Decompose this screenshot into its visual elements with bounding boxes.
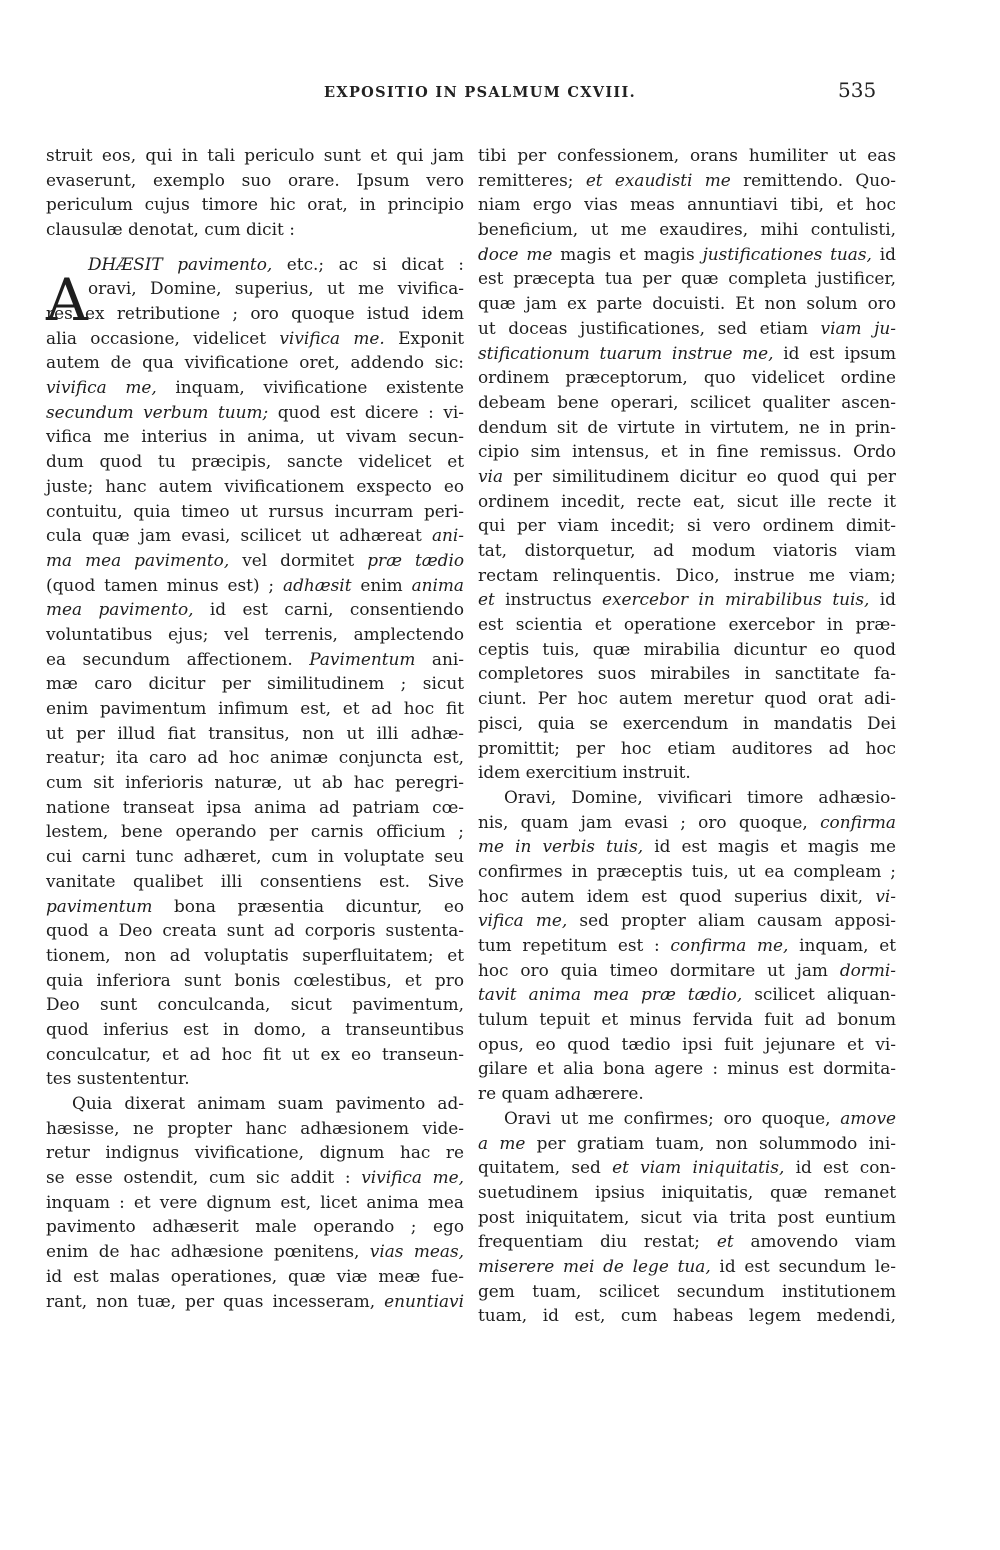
text-segment: tibi per confessionem, orans humiliter ut eas [478,145,896,165]
text-line [46,770,464,795]
text-segment: retur indignus vivificatione, dignum hac re [46,1142,464,1163]
text-segment: quæ jam ex parte docuisti. Et non solum oro [478,293,896,314]
text-segment: re quam adhærere. [478,1083,644,1104]
text-column-left [46,143,464,1313]
text-line [478,711,896,736]
text-segment: cum sit inferioris naturæ, ut ab hac peregri- [46,772,464,793]
text-segment: inquam, et [788,935,896,955]
text-line [478,291,896,316]
text-line [478,958,896,983]
text-line [478,563,896,588]
italic-text: vi- [875,885,896,906]
text-segment: autem de qua vivificatione oret, addendo sic: [46,352,464,373]
text-line [478,661,896,686]
text-line [478,316,896,341]
italic-text: amove [840,1107,896,1128]
page-number: 535 [838,78,877,102]
text-segment: conculcatur, et ad hoc fit ut ex eo transeun- [46,1043,464,1064]
text-line [478,612,896,637]
text-segment: ut per illud fiat transitus, non ut illi adhæ- [46,722,464,743]
text-line [46,1116,464,1141]
text-line [46,819,464,844]
text-segment: nis, quam jam evasi ; oro quoque, [478,811,821,832]
text-line [46,573,464,598]
italic-text: vias meas, [369,1241,464,1262]
italic-text: dormi- [839,959,896,980]
italic-text: exercebor in mirabilibus tuis, [601,589,870,610]
text-line [478,933,896,958]
text-line [46,548,464,573]
text-segment: rant, non tuæ, per quas incesseram, [46,1290,385,1311]
text-segment: voluntatibus ejus; vel terrenis, amplectendo [46,623,464,644]
text-segment: id est malas operationes, quæ viæ meæ fue- [46,1265,464,1286]
italic-text: Pavimentum [309,648,416,669]
italic-text: præ tædio [367,549,465,570]
text-line [478,1056,896,1081]
text-segment: clausulæ denotat, cum dicit : [46,219,295,240]
text-segment: enim pavimentum infimum est, et ad hoc fit [46,698,464,718]
text-segment: oravi, Domine, superius, ut me vivifica- [88,278,464,299]
text-line [46,795,464,820]
italic-text: confirma me, [670,935,789,955]
text-line [478,464,896,489]
text-segment: quitatem, sed [478,1157,613,1178]
italic-text: et [716,1231,734,1252]
text-segment: hoc oro quia timeo dormitare ut jam [478,959,840,980]
italic-text: stificationum tuarum instrue me, [478,342,774,363]
text-segment: id est secundum le- [710,1255,896,1276]
text-segment: dendum sit de virtute in virtutem, ne in prin- [478,416,896,437]
text-segment: (quod tamen minus est) ; [46,574,283,595]
text-line [46,943,464,968]
text-segment: est scientia et operatione exercebor in præ- [478,614,896,635]
text-line [478,1032,896,1057]
italic-text: vivifica me, [361,1167,465,1188]
text-line [46,400,464,425]
italic-text: tavit anima mea præ tædio, [478,984,743,1005]
text-line [478,266,896,291]
text-line [478,341,896,366]
text-segment: Deo sunt conculcanda, sicut pavimentum, [46,994,464,1015]
text-segment: opus, eo quod tædio ipsi fuit jejunare et vi- [478,1033,896,1054]
text-line [46,844,464,869]
text-line [46,1190,464,1215]
text-segment: tum repetitum est : [478,935,671,955]
text-segment: lestem, bene operando per carnis officium ; [46,821,464,842]
text-segment: mæ caro dicitur per similitudinem ; sicut [46,673,464,694]
text-line [478,489,896,514]
italic-text: mea pavimento, [46,599,194,620]
text-line [46,375,464,400]
text-line [46,1289,464,1314]
italic-text: vivifica me, [46,377,157,398]
text-segment: per gratiam tuam, non solummodo ini- [525,1132,897,1153]
text-line [478,1081,896,1106]
text-line [478,760,896,785]
italic-text: adhæsit [283,574,352,595]
text-line [46,1091,464,1116]
italic-text: doce me [478,243,553,264]
text-segment: sed propter aliam causam apposi- [567,910,896,931]
text-segment: scilicet aliquan- [742,984,896,1005]
italic-text: justificationes tuas, [702,243,872,264]
text-line [46,597,464,622]
italic-text: DHÆSIT [88,253,178,274]
text-segment: pisci, quia se exercendum in mandatis Dei [478,712,896,733]
drop-cap: A [46,266,88,334]
text-line [46,745,464,770]
text-line [46,217,464,242]
text-line [478,908,896,933]
text-segment: se esse ostendit, cum sic addit : [46,1167,362,1188]
italic-text: et exaudisti me [585,169,731,190]
text-segment: pavimento adhæserit male operando ; ego [46,1216,464,1237]
text-segment: quod est dicere : vi- [268,401,464,422]
text-segment: confirmes in præceptis tuis, ut ea compleam ; [478,860,896,881]
italic-text: vivifica me. [279,327,385,348]
text-segment: vanitate qualibet illi consentiens est. Sive [46,870,464,891]
text-line [478,810,896,835]
text-segment: reatur; ita caro ad hoc animæ conjuncta est, [46,747,464,768]
text-segment: ordinem incedit, recte eat, sicut ille recte it [478,490,896,511]
text-line [46,350,464,375]
running-head: EXPOSITIO IN PSALMUM CXVIII. [324,84,636,101]
italic-text: me in verbis tuis, [478,836,644,857]
text-segment: promittit; per hoc etiam auditores ad hoc [478,737,896,758]
text-line [46,968,464,993]
text-segment: cula quæ jam evasi, scilicet ut adhæreat [46,525,432,546]
text-line [46,721,464,746]
text-line [478,365,896,390]
text-line [478,1279,896,1304]
text-line [478,1303,896,1328]
text-line [478,785,896,810]
text-segment: Exponit [384,327,465,348]
text-line [478,1106,896,1131]
text-segment: remittendo. Quo- [730,169,896,190]
text-segment: id est magis et magis me [643,836,896,857]
text-line [478,884,896,909]
text-segment: struit eos, qui in tali periculo sunt et qui jam [46,145,464,165]
text-segment: tuam, id est, cum habeas legem medendi, [478,1305,896,1326]
italic-text: enuntiavi [384,1290,464,1311]
text-segment: beneficium, ut me exaudires, mihi contulisti, [478,219,896,240]
text-line [46,1165,464,1190]
text-line [478,439,896,464]
text-segment: ordinem præceptorum, quo videlicet ordine [478,367,896,388]
text-segment: debeam bene operari, scilicet qualiter ascen- [478,391,896,412]
italic-text: secundum verbum tuum; [46,401,269,422]
text-segment: tes sustententur. [46,1068,190,1089]
text-segment: ani- [415,648,464,669]
text-line [46,449,464,474]
text-line [46,474,464,499]
text-line [46,696,464,721]
text-line [46,1239,464,1264]
text-segment: enim [351,574,412,595]
text-segment: dum quod tu præcipis, sancte videlicet et [46,451,464,472]
text-line [46,622,464,647]
italic-text: et viam iniquitatis, [612,1157,785,1178]
text-line [478,242,896,267]
text-segment: qui per viam incedit; si vero ordinem dimit- [478,515,896,536]
text-segment: quod inferius est in domo, a transeuntibus [46,1018,464,1039]
text-segment: ut doceas justificationes, sed etiam [478,317,821,338]
text-line [478,390,896,415]
text-segment: id [871,243,896,264]
text-segment: amovendo viam [733,1231,896,1252]
text-segment: remitteres; [478,169,586,190]
italic-text: ani- [431,525,464,546]
text-segment: gilare et alia bona agere : minus est dormita- [478,1058,896,1079]
text-line [46,252,464,277]
text-line [478,982,896,1007]
text-line [478,587,896,612]
text-segment: rectam relinquentis. Dico, instrue me viam; [478,564,896,585]
text-line [478,637,896,662]
text-segment: ea secundum affectionem. [46,648,310,669]
text-line [46,671,464,696]
text-line [46,1017,464,1042]
italic-text: pavimentum [46,895,153,916]
text-line [46,276,464,301]
text-segment: id est ipsum [773,342,896,363]
text-line [478,1007,896,1032]
italic-text: miserere mei de lege tua, [478,1255,711,1276]
text-line [46,1140,464,1165]
text-segment: id est con- [784,1157,896,1178]
text-line [46,647,464,672]
text-segment: juste; hanc autem vivificationem exspecto eo [46,475,464,496]
page-header [0,78,1000,112]
text-line [478,1205,896,1230]
text-segment: tat, distorquetur, ad modum viatoris viam [478,540,896,560]
text-segment: contuitu, quia timeo ut rursus incurram peri- [46,500,464,521]
text-segment: enim de hac adhæsione pœnitens, [46,1241,370,1262]
text-line [478,834,896,859]
italic-text: pavimento, [177,253,273,274]
text-segment: post iniquitatem, sicut via trita post euntium [478,1206,896,1227]
text-segment: magis et magis [552,243,703,264]
text-line [478,736,896,761]
text-line [46,143,464,168]
text-line [46,1066,464,1091]
text-segment: tulum tepuit et minus fervida fuit ad bonum [478,1009,896,1030]
text-line [46,1042,464,1067]
italic-text: et [478,589,495,610]
text-column-right [478,143,896,1328]
text-segment: instructus [494,589,602,610]
text-segment: etc.; ac si dicat : [272,253,464,274]
text-segment: natione transeat ipsa anima ad patriam cœ- [46,796,464,817]
text-segment: res ex retributione ; oro quoque istud idem [46,303,464,323]
text-segment: alia occasione, videlicet [46,327,280,348]
text-segment: vifica me interius in anima, ut vivam secun- [46,426,464,447]
text-line [46,301,464,326]
text-segment: ceptis tuis, quæ mirabilia dicuntur eo quod [478,638,896,659]
text-line [478,192,896,217]
text-line [46,1214,464,1239]
text-line [478,217,896,242]
text-segment: Oravi, Domine, vivificari timore adhæsio- [504,786,896,807]
text-line [46,326,464,351]
text-segment: inquam : et vere dignum est, licet anima mea [46,1191,464,1212]
italic-text: viam ju- [820,317,896,338]
italic-text: ma mea pavimento, [46,549,230,570]
text-segment: est præcepta tua per quæ completa justificer, [478,268,896,289]
text-segment: cui carni tunc adhæret, cum in voluptate seu [46,846,464,867]
text-line [478,859,896,884]
text-segment: completores suos mirabiles in sanctitate fa- [478,663,896,684]
text-line [478,1254,896,1279]
text-segment: cipio sim intensus, et in fine remissus. Ordo [478,441,896,462]
italic-text: via [478,465,504,486]
text-line [478,686,896,711]
text-segment: frequentiam diu restat; [478,1231,717,1252]
text-line [478,1180,896,1205]
text-line [46,192,464,217]
text-segment: idem exercitium instruit. [478,762,691,783]
text-line [46,1264,464,1289]
text-segment: suetudinem ipsius iniquitatis, quæ remanet [478,1181,896,1202]
italic-text: confirma [820,811,896,832]
text-line [478,1131,896,1156]
text-segment: inquam, vivificatione existente [156,377,464,398]
text-line [478,1229,896,1254]
text-line [478,168,896,193]
text-line [478,1155,896,1180]
italic-text: anima [411,574,464,595]
text-segment: Quia dixerat animam suam pavimento ad- [72,1093,464,1113]
text-line [46,918,464,943]
text-segment: quod a Deo creata sunt ad corporis sustenta- [46,920,464,941]
text-segment: periculum cujus timore hic orat, in principio [46,194,464,215]
text-segment: hæsisse, ne propter hanc adhæsionem vide- [46,1117,464,1138]
text-line [478,513,896,538]
text-segment: gem tuam, scilicet secundum institutionem [478,1280,896,1301]
text-line [46,499,464,524]
text-segment: Oravi ut me confirmes; oro quoque, [504,1107,841,1128]
text-line [46,894,464,919]
italic-text: a me [478,1132,526,1153]
text-line [46,869,464,894]
text-line [478,415,896,440]
text-line [478,143,896,168]
text-line [46,992,464,1017]
text-line [46,523,464,548]
text-segment: id [869,589,896,610]
text-segment: ciunt. Per hoc autem meretur quod orat adi- [478,688,896,709]
text-line [478,538,896,563]
text-line [46,424,464,449]
text-segment: evaserunt, exemplo suo orare. Ipsum vero [46,169,464,190]
text-segment: tionem, non ad voluptatis superfluitatem; et [46,944,464,965]
text-segment: per similitudinem dicitur eo quod qui per [503,465,896,486]
italic-text: vifica me, [478,910,568,931]
text-segment: id est carni, consentiendo [193,599,464,620]
text-segment: niam ergo vias meas annuntiavi tibi, et hoc [478,194,896,215]
text-segment: quia inferiora sunt bonis cœlestibus, et pro [46,969,464,990]
text-line [46,168,464,193]
text-segment: hoc autem idem est quod superius dixit, [478,885,876,906]
text-segment: vel dormitet [229,549,368,570]
text-segment: bona præsentia dicuntur, eo [152,895,464,916]
